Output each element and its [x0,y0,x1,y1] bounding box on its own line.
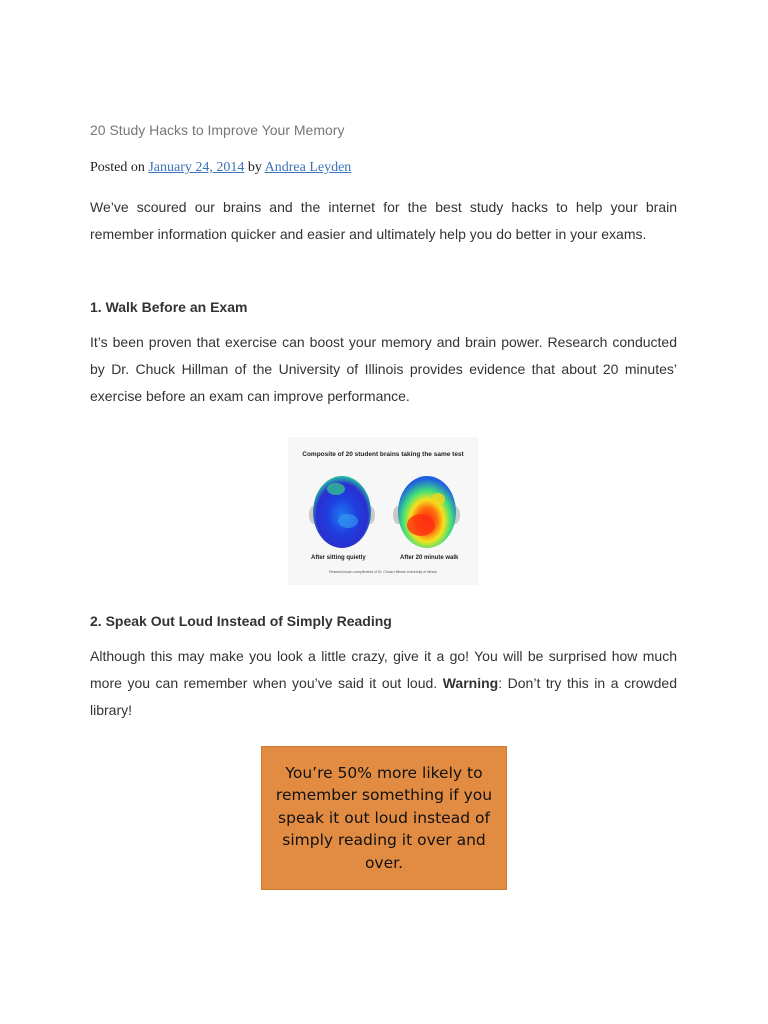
left-brain-label: After sitting quietly [311,555,366,561]
section-paragraph-2 [90,643,677,724]
post-date-link[interactable]: January 24, 2014 [148,160,245,175]
section-heading-2: 2. Speak Out Loud Instead of Simply Reading [90,613,392,629]
right-brain-label: After 20 minute walk [400,555,459,561]
posted-on-label: Posted on [90,160,145,175]
section-heading-1: 1. Walk Before an Exam [90,299,248,315]
brain-scans-image [288,437,478,585]
paragraph-text: Although this may make you look a little crazy, give it a go! You will be surprised how much more you can remember when you’ve said it out loud. [90,648,677,691]
callout-box [261,746,507,890]
paragraph-text-after: : Don’t try this in a crowded library! [90,675,677,718]
section-paragraph-1: It’s been proven that exercise can boost your memory and brain power. Research conducted by Dr. Chuck Hillman of the University of Illinois provides evidence that about 20 minutes’ exercise before an exam can improve performance. [90,334,677,404]
article-title: 20 Study Hacks to Improve Your Memory [90,122,345,138]
figure-caption: Composite of 20 student brains taking the same test [302,451,464,458]
callout-text: You’re 50% more likely to remember something if you speak it out loud instead of simply reading it over and over. [275,763,493,872]
by-label: by [247,160,262,175]
brain-scan-figure [288,437,478,585]
figure-credit: Research/scan compliments of Dr. Chuck Hillman University of Illinois [329,570,437,574]
post-meta [90,160,351,176]
intro-paragraph: We’ve scoured our brains and the internet for the best study hacks to help your brain remember information quicker and easier and ultimately help you do better in your exams. [90,199,677,242]
brain-scan-right [398,476,456,548]
author-link[interactable]: Andrea Leyden [264,160,352,175]
warning-label: Warning [442,675,499,691]
